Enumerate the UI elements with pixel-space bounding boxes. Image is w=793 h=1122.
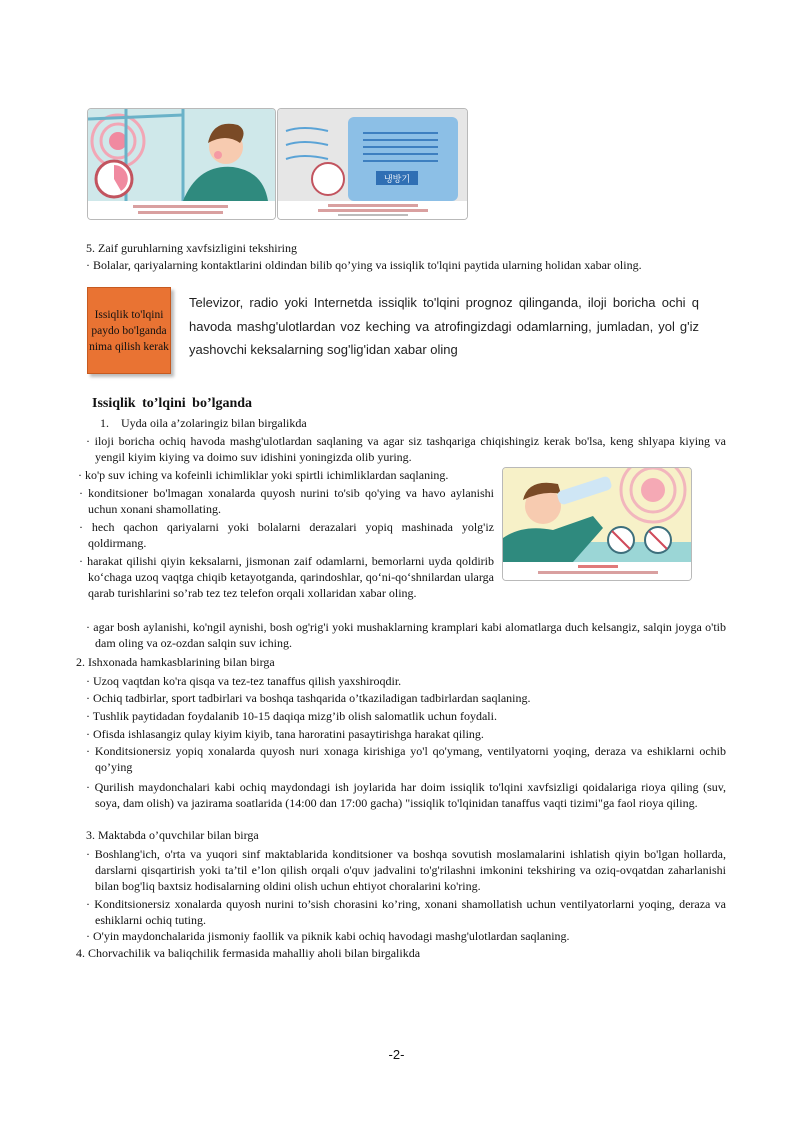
work-bullet-1: · Uzoq vaqtdan ko'ra qisqa va tez-tez tanaffus qilish yaxshiroqdir. bbox=[86, 674, 402, 688]
callout-text: Televizor, radio yoki Internetda issiqlik to'lqini prognoz qilinganda, iloji boricha ochi q havoda mashg'ulotlardan voz keching va atrofingizdagi odamlarning, jumladan, yol g'iz yashovchi keksalarning sog'lig'idan xabar oling bbox=[189, 295, 699, 357]
home-bullet-5: · harakat qilishi qiyin keksalarni, jismonan zaif odamlarni, bemorlarni uyda qoldirib ko‘chaga uzoq vaqtga chiqib ketayotganda, qarindoshlar, qo‘ni-qo‘shnilardan ularga qarab turishlarini so’rab tez tez telefon orqali xollaridan xabar oling. bbox=[79, 554, 494, 601]
school-bullet-3: · O'yin maydonchalarida jismoniy faollik va piknik kabi ochiq havodagi mashg'ulotlardan saqlaning. bbox=[86, 929, 570, 943]
page-number: -2- bbox=[388, 1047, 405, 1062]
illustration-drinking-water bbox=[502, 467, 692, 581]
callout-box-label: Issiqlik to'lqini paydo bo'lganda nima qilish kerak bbox=[89, 308, 169, 353]
illustration-person-heat bbox=[87, 108, 276, 220]
work-bullet-4: · Ofisda ishlasangiz qulay kiyim kiyib, tana haroratini pasaytirishga harakat qiling. bbox=[86, 727, 484, 741]
illustration-air-conditioner bbox=[277, 108, 468, 220]
farm-title: 4. Chorvachilik va baliqchilik fermasida mahalliy aholi bilan birgalikda bbox=[76, 946, 421, 960]
ac-label: 냉방기 bbox=[383, 175, 411, 185]
section-5-title: 5. Zaif guruhlarning xavfsizligini tekshiring bbox=[86, 241, 297, 255]
home-bullet-2: · ko'p suv iching va kofeinli ichimliklar yoki spirtli ichimliklardan saqlaning. bbox=[78, 468, 449, 482]
work-bullet-5: · Konditsionersiz yopiq xonalarda quyosh nuri xonaga kirishiga yo'l qo'ymang, ventilyatorni yoqing, deraza va eshiklarni ochib qo’ying bbox=[86, 744, 726, 775]
home-bullet-6: · agar bosh aylanishi, ko'ngil aynishi, bosh og'rig'i yoki mushaklarning kramplari kabi alomatlarga duch kelsangiz, salqin joyga o'tib dam oling va oz-ozdan salqin suv iching. bbox=[86, 620, 726, 651]
work-title: 2. Ishxonada hamkasblarining bilan birga bbox=[76, 655, 275, 669]
home-bullet-1: · iloji boricha ochiq havoda mashg'ulotlardan saqlaning va agar siz tashqariga chiqishingiz kerak bo'lsa, keng shlyapa kiying va yengil kiyim kiying va doimo suv idishini yoningizda olib yuring. bbox=[86, 434, 726, 465]
home-bullet-3: · konditsioner bo'lmagan xonalarda quyosh nurini to'sib qo'ying va havo aylanishi uchun xonani shamollating. bbox=[79, 486, 494, 517]
home-bullet-4: · hech qachon qariyalarni yoki bolalarni derazalari yopiq mashinada yolg'iz qoldirmang. bbox=[79, 520, 494, 551]
section-heading: Issiqlik to’lqini bo’lganda bbox=[92, 396, 253, 411]
section-5-bullet: · Bolalar, qariyalarning kontaktlarini oldindan bilib qo’ying va issiqlik to'lqini paytida ularning holidan xabar oling. bbox=[86, 258, 642, 272]
school-title: 3. Maktabda o’quvchilar bilan birga bbox=[86, 828, 259, 842]
home-title: 1. Uyda oila a’zolaringiz bilan birgalikda bbox=[100, 416, 307, 430]
work-bullet-2: · Ochiq tadbirlar, sport tadbirlari va boshqa tashqarida o’tkaziladigan tadbirlardan saqlaning. bbox=[86, 691, 531, 705]
school-bullet-2: · Konditsionersiz xonalarda quyosh nurini to’sish chorasini ko’ring, xonani shamollatish uchun ventilyatorlarni yoqing, deraza va eshiklarni ochiq tuting. bbox=[86, 897, 726, 928]
work-bullet-6: · Qurilish maydonchalari kabi ochiq maydondagi ish joylarida har doim issiqlik to'lqini xavfsizligi qoidalariga rioya qiling (suv, soya, dam olish) va jazirama soatlarida (14:00 dan 17:00 gacha) "issiqlik to'lqinidan tanaffus vaqti tizimi"ga faol rioya qiling. bbox=[86, 780, 726, 811]
work-bullet-3: · Tushlik paytidadan foydalanib 10-15 daqiqa mizg’ib olish salomatlik uchun foydali. bbox=[86, 709, 497, 723]
school-bullet-1: · Boshlang'ich, o'rta va yuqori sinf maktablarida konditsioner va boshqa sovutish moslamalarini ishlatish qiyin bo'lgan hollarda, darslarni qisqartirish yoki ta’til e’lon qilish orqali o'quv jadvalini to'g'rilashni imkonini tekshiring va oziq-ovqatdan zaharlanishi bilan bog'liq baxtsiz hodisalarning oldini olish uchun ehtiyot choralarini ko'ring. bbox=[86, 847, 726, 894]
callout-box bbox=[87, 287, 171, 374]
